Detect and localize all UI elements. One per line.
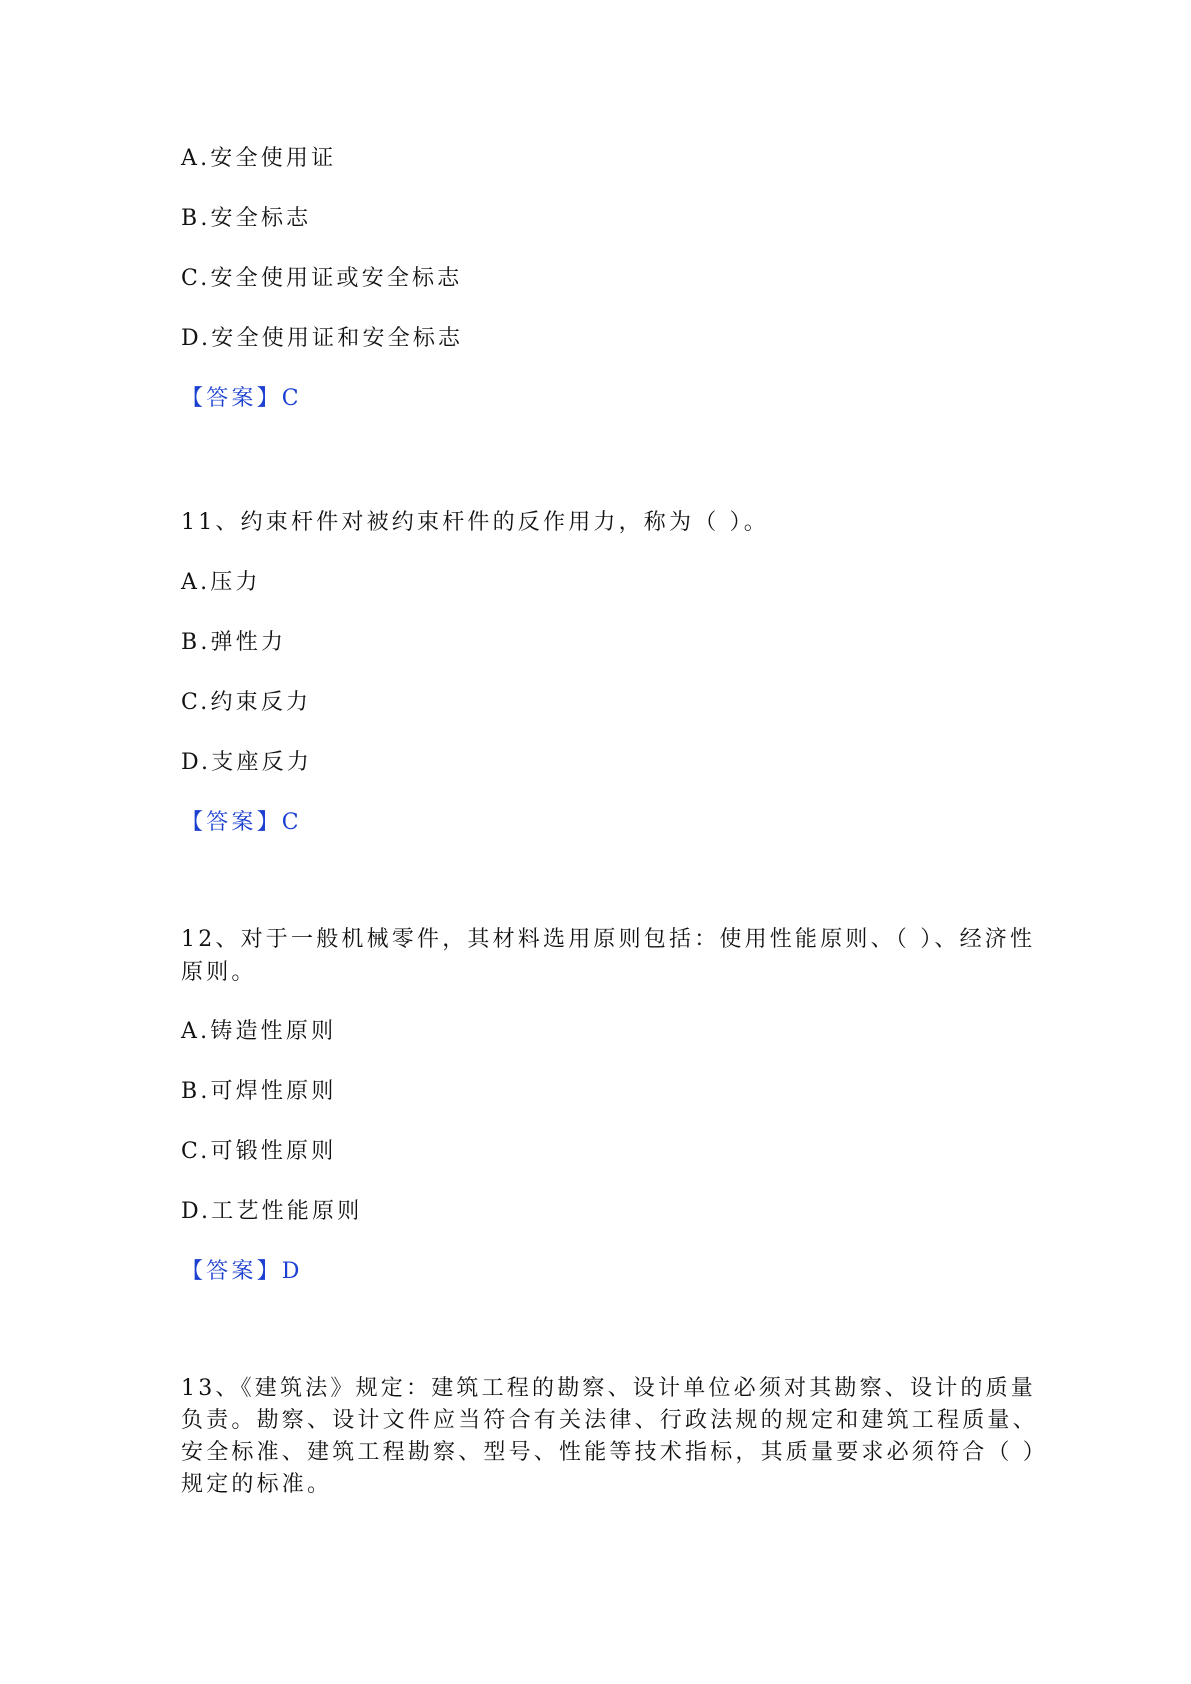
q10-option-d: D.安全使用证和安全标志 <box>181 326 464 351</box>
q10-answer: 【答案】C <box>181 386 302 411</box>
q13-stem-line-3: 安全标准、建筑工程勘察、型号、性能等技术指标，其质量要求必须符合（ ） <box>181 1440 1048 1465</box>
q12-option-b: B.可焊性原则 <box>181 1079 337 1104</box>
q12-stem-line-1: 12、对于一般机械零件，其材料选用原则包括：使用性能原则、（ ）、经济性 <box>181 927 1036 952</box>
q13-stem-line-4: 规定的标准。 <box>181 1472 333 1497</box>
q11-option-a: A.压力 <box>181 570 261 595</box>
q12-option-d: D.工艺性能原则 <box>181 1199 363 1224</box>
q12-option-a: A.铸造性原则 <box>181 1019 337 1044</box>
q12-stem-line-2: 原则。 <box>181 960 257 985</box>
q11-option-b: B.弹性力 <box>181 630 287 655</box>
q12-answer: 【答案】D <box>181 1259 303 1284</box>
q11-stem: 11、约束杆件对被约束杆件的反作用力，称为（ ）。 <box>181 510 769 535</box>
q10-option-b: B.安全标志 <box>181 206 312 231</box>
q10-option-c: C.安全使用证或安全标志 <box>181 266 463 291</box>
q11-answer: 【答案】C <box>181 810 302 835</box>
q13-stem-line-1: 13、《建筑法》规定：建筑工程的勘察、设计单位必须对其勘察、设计的质量 <box>181 1376 1036 1401</box>
q13-stem-line-2: 负责。勘察、设计文件应当符合有关法律、行政法规的规定和建筑工程质量、 <box>181 1408 1038 1433</box>
q11-option-d: D.支座反力 <box>181 750 313 775</box>
q10-option-a: A.安全使用证 <box>181 146 337 171</box>
q12-option-c: C.可锻性原则 <box>181 1139 337 1164</box>
q11-option-c: C.约束反力 <box>181 690 312 715</box>
